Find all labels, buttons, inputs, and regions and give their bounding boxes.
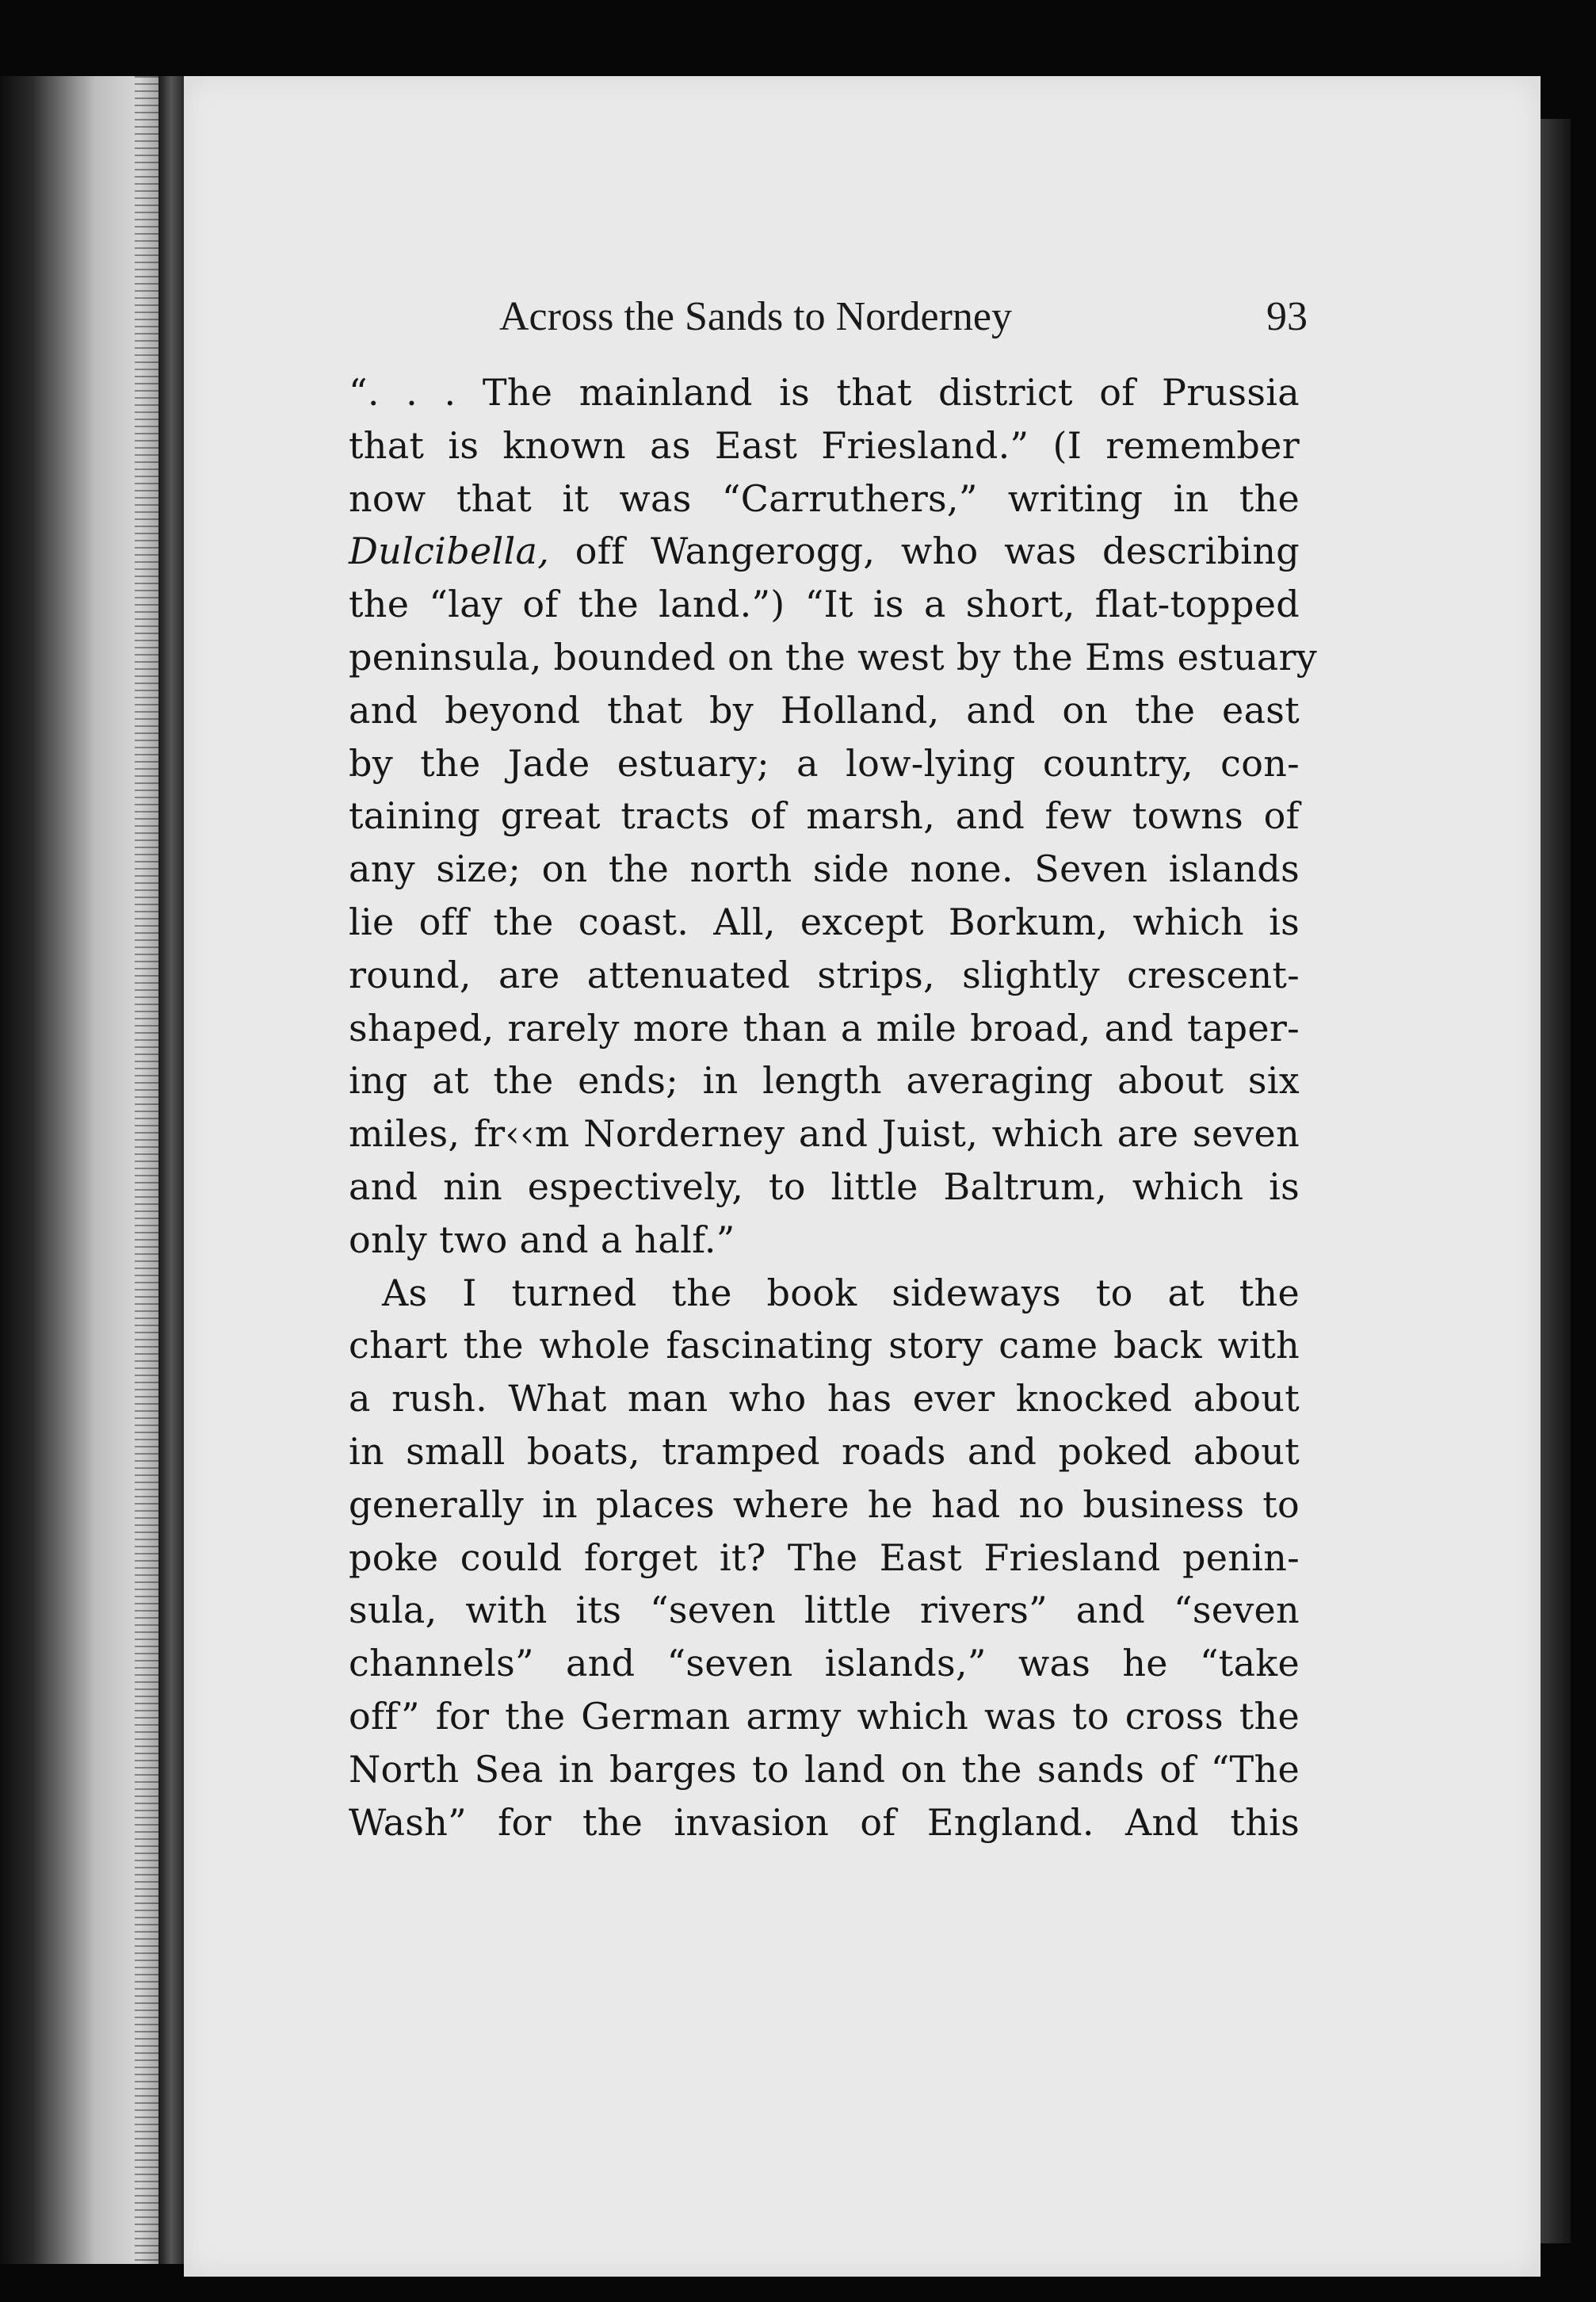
- text-line: shaped, rarely more than a mile broad, and taper-: [349, 1006, 1300, 1050]
- text-line: poke could forget it? The East Friesland penin-: [349, 1535, 1300, 1579]
- paragraph-first-line: As I turned the book sideways to at the: [382, 1271, 1300, 1314]
- text-line: taining great tracts of marsh, and few towns of: [349, 794, 1300, 838]
- text-line: that is known as East Friesland.” (I remember: [349, 423, 1300, 467]
- text-line: generally in places where he had no business to: [349, 1482, 1300, 1526]
- text-line: sula, with its “seven little rivers” and “seven: [349, 1589, 1300, 1632]
- text-line: miles, fr‹‹m Norderney and Juist, which are seven: [349, 1112, 1300, 1156]
- binding-shadow: [158, 76, 184, 2264]
- text-line: ing at the ends; in length averaging about six: [349, 1059, 1300, 1103]
- text-line: the “lay of the land.”) “It is a short, flat-topped: [349, 583, 1300, 626]
- text-line-with-italic: [349, 525, 1300, 578]
- text-line: by the Jade estuary; a low-lying country, con-: [349, 741, 1300, 785]
- text-line: lie off the coast. All, except Borkum, which is: [349, 900, 1300, 943]
- text-fragment: off Wangerogg, who was describing: [549, 530, 1300, 573]
- text-line: a rush. What man who has ever knocked about: [349, 1377, 1300, 1421]
- text-line: now that it was “Carruthers,” writing in the: [349, 476, 1300, 520]
- text-line: in small boats, tramped roads and poked about: [349, 1429, 1300, 1473]
- running-title: Across the Sands to Norderney: [499, 294, 1012, 339]
- text-line: peninsula, bounded on the west by the Ems estuary: [349, 635, 1318, 679]
- text-line: North Sea in barges to land on the sands of “The: [349, 1747, 1300, 1791]
- text-line: chart the whole fascinating story came back with: [349, 1324, 1300, 1367]
- text-line: any size; on the north side none. Seven islands: [349, 847, 1300, 891]
- text-line: round, are attenuated strips, slightly crescent-: [349, 953, 1300, 996]
- text-line: and beyond that by Holland, and on the east: [349, 688, 1300, 732]
- ship-name: Dulcibella,: [349, 530, 550, 573]
- text-line: only two and a half.”: [349, 1218, 735, 1261]
- text-line: “. . . The mainland is that district of Prussia: [349, 371, 1300, 414]
- right-page-edge: [1541, 119, 1571, 2243]
- body-text: [349, 366, 1318, 1849]
- running-header: [317, 293, 1308, 349]
- text-line: channels” and “seven islands,” was he “take: [349, 1642, 1300, 1685]
- page-number: 93: [1266, 294, 1308, 339]
- text-line: and nin espectively, to little Baltrum, which is: [349, 1164, 1300, 1208]
- text-line: Wash” for the invasion of England. And this: [349, 1800, 1300, 1844]
- text-line: off” for the German army which was to cross the: [349, 1694, 1300, 1738]
